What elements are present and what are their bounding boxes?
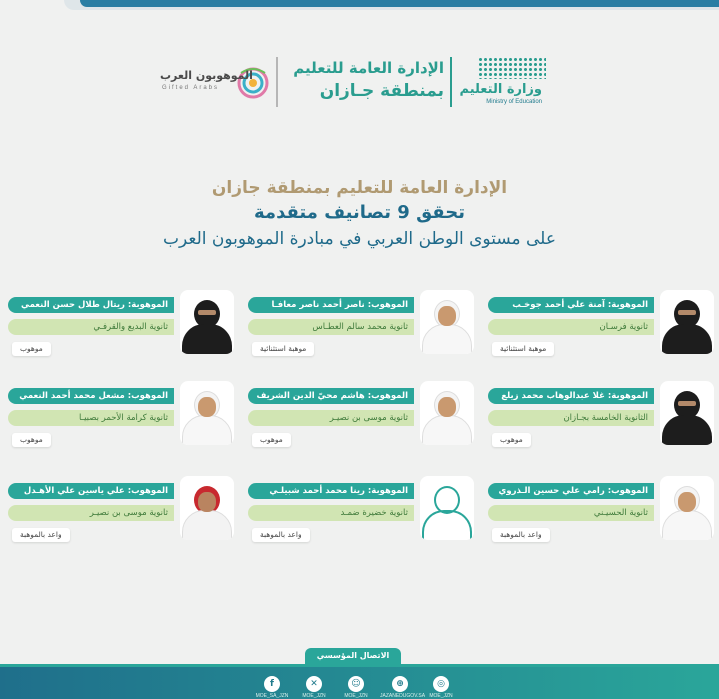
footer-tab: الاتصال المؤسسي [305,648,401,664]
student-card [8,290,234,360]
student-name: الموهوب: هاشم محيّ الدين الشريف [248,388,414,404]
student-school: ثانوية موسى بن نصيـر [8,505,174,521]
student-school: ثانوية فرسـان [488,319,654,335]
moe-name-ar: وزارة التعليم [459,82,542,97]
student-category-badge: موهوب [12,433,51,447]
student-name: الموهوب: علي ياسين علي الأهـدل [8,483,174,499]
student-photo [180,290,234,354]
student-name: الموهوبة: ريتال طلال حسن النعمي [8,297,174,313]
student-photo [420,290,474,354]
student-photo [660,381,714,445]
student-category-badge: موهوب [12,342,51,356]
student-school: ثانوية الحسيـني [488,505,654,521]
student-school: ثانوية خضيرة ضمـد [248,505,414,521]
student-card [8,381,234,451]
instagram-handle: MOE_JZN [429,693,453,699]
x-handle: MOE_JZN [302,693,326,699]
student-card [488,476,714,546]
student-card [248,381,474,451]
student-name: الموهوبة: رينا محمد أحمد شبيلـي [248,483,414,499]
student-school: الثانوية الخامسة بجـازان [488,410,654,426]
snapchat-icon[interactable]: ☺ [348,676,364,692]
student-category-badge: واعد بالموهبة [492,528,550,542]
headline-line2: تحقق 9 تصانيف متقدمة [254,202,465,223]
web-handle: JAZANEDUGOV.SA [380,693,426,699]
admin-line1: الإدارة العامة للتعليم [293,59,444,77]
x-icon[interactable]: ✕ [306,676,322,692]
student-school: ثانوية موسى بن نصيـر [248,410,414,426]
student-name: الموهوب: مشعل محمد أحمد النعمي [8,388,174,404]
web-icon[interactable]: ⊕ [392,676,408,692]
logo-divider-2 [276,57,278,107]
moe-name-en: Ministry of Education [486,99,542,105]
student-avatar-placeholder [420,476,474,540]
student-name: الموهوبة: آمنة علي أحمد جوخـب [488,297,654,313]
student-card [488,381,714,451]
student-photo [180,381,234,445]
logo-divider [450,57,452,107]
facebook-icon[interactable]: f [264,676,280,692]
student-photo [660,476,714,540]
headline-line1: الإدارة العامة للتعليم بمنطقة جازان [211,178,508,198]
moe-dots-icon [478,57,546,79]
student-card [248,476,474,546]
instagram-icon[interactable]: ◎ [433,676,449,692]
student-category-badge: موهوب [252,433,291,447]
header-logos [160,55,550,110]
top-band [80,0,719,7]
moe-logo [454,55,550,110]
gifted-name-en: Gifted Arabs [162,85,220,91]
student-category-badge: واعد بالموهبة [252,528,310,542]
student-school: ثانوية البديع والقرفـي [8,319,174,335]
student-name: الموهوب: رامي علي حسين الـذروي [488,483,654,499]
student-photo [180,476,234,540]
student-school: ثانوية محمد سالم العطـاس [248,319,414,335]
headline-line3: على مستوى الوطن العربي في مبادرة الموهوبون العرب [163,229,556,249]
student-name: الموهوب: ناصر أحمد ناصر معافـا [248,297,414,313]
student-photo [660,290,714,354]
student-category-badge: موهبة استثنائية [492,342,554,356]
snapchat-handle: MOE_JZN [344,693,368,699]
student-name: الموهوبة: غلا عبدالوهاب محمد زيلع [488,388,654,404]
student-category-badge: واعد بالموهبة [12,528,70,542]
student-category-badge: موهبة استثنائية [252,342,314,356]
gifted-name-ar: الموهوبون العرب [160,69,253,82]
student-card [248,290,474,360]
student-category-badge: موهوب [492,433,531,447]
student-card [8,476,234,546]
student-school: ثانوية كرامة الأحمر بصبيـا [8,410,174,426]
student-card [488,290,714,360]
student-photo [420,381,474,445]
admin-line2: بمنطقة جـازان [319,81,444,101]
facebook-handle: MOE_SA_JZN [255,693,289,699]
admin-logo [284,57,444,103]
